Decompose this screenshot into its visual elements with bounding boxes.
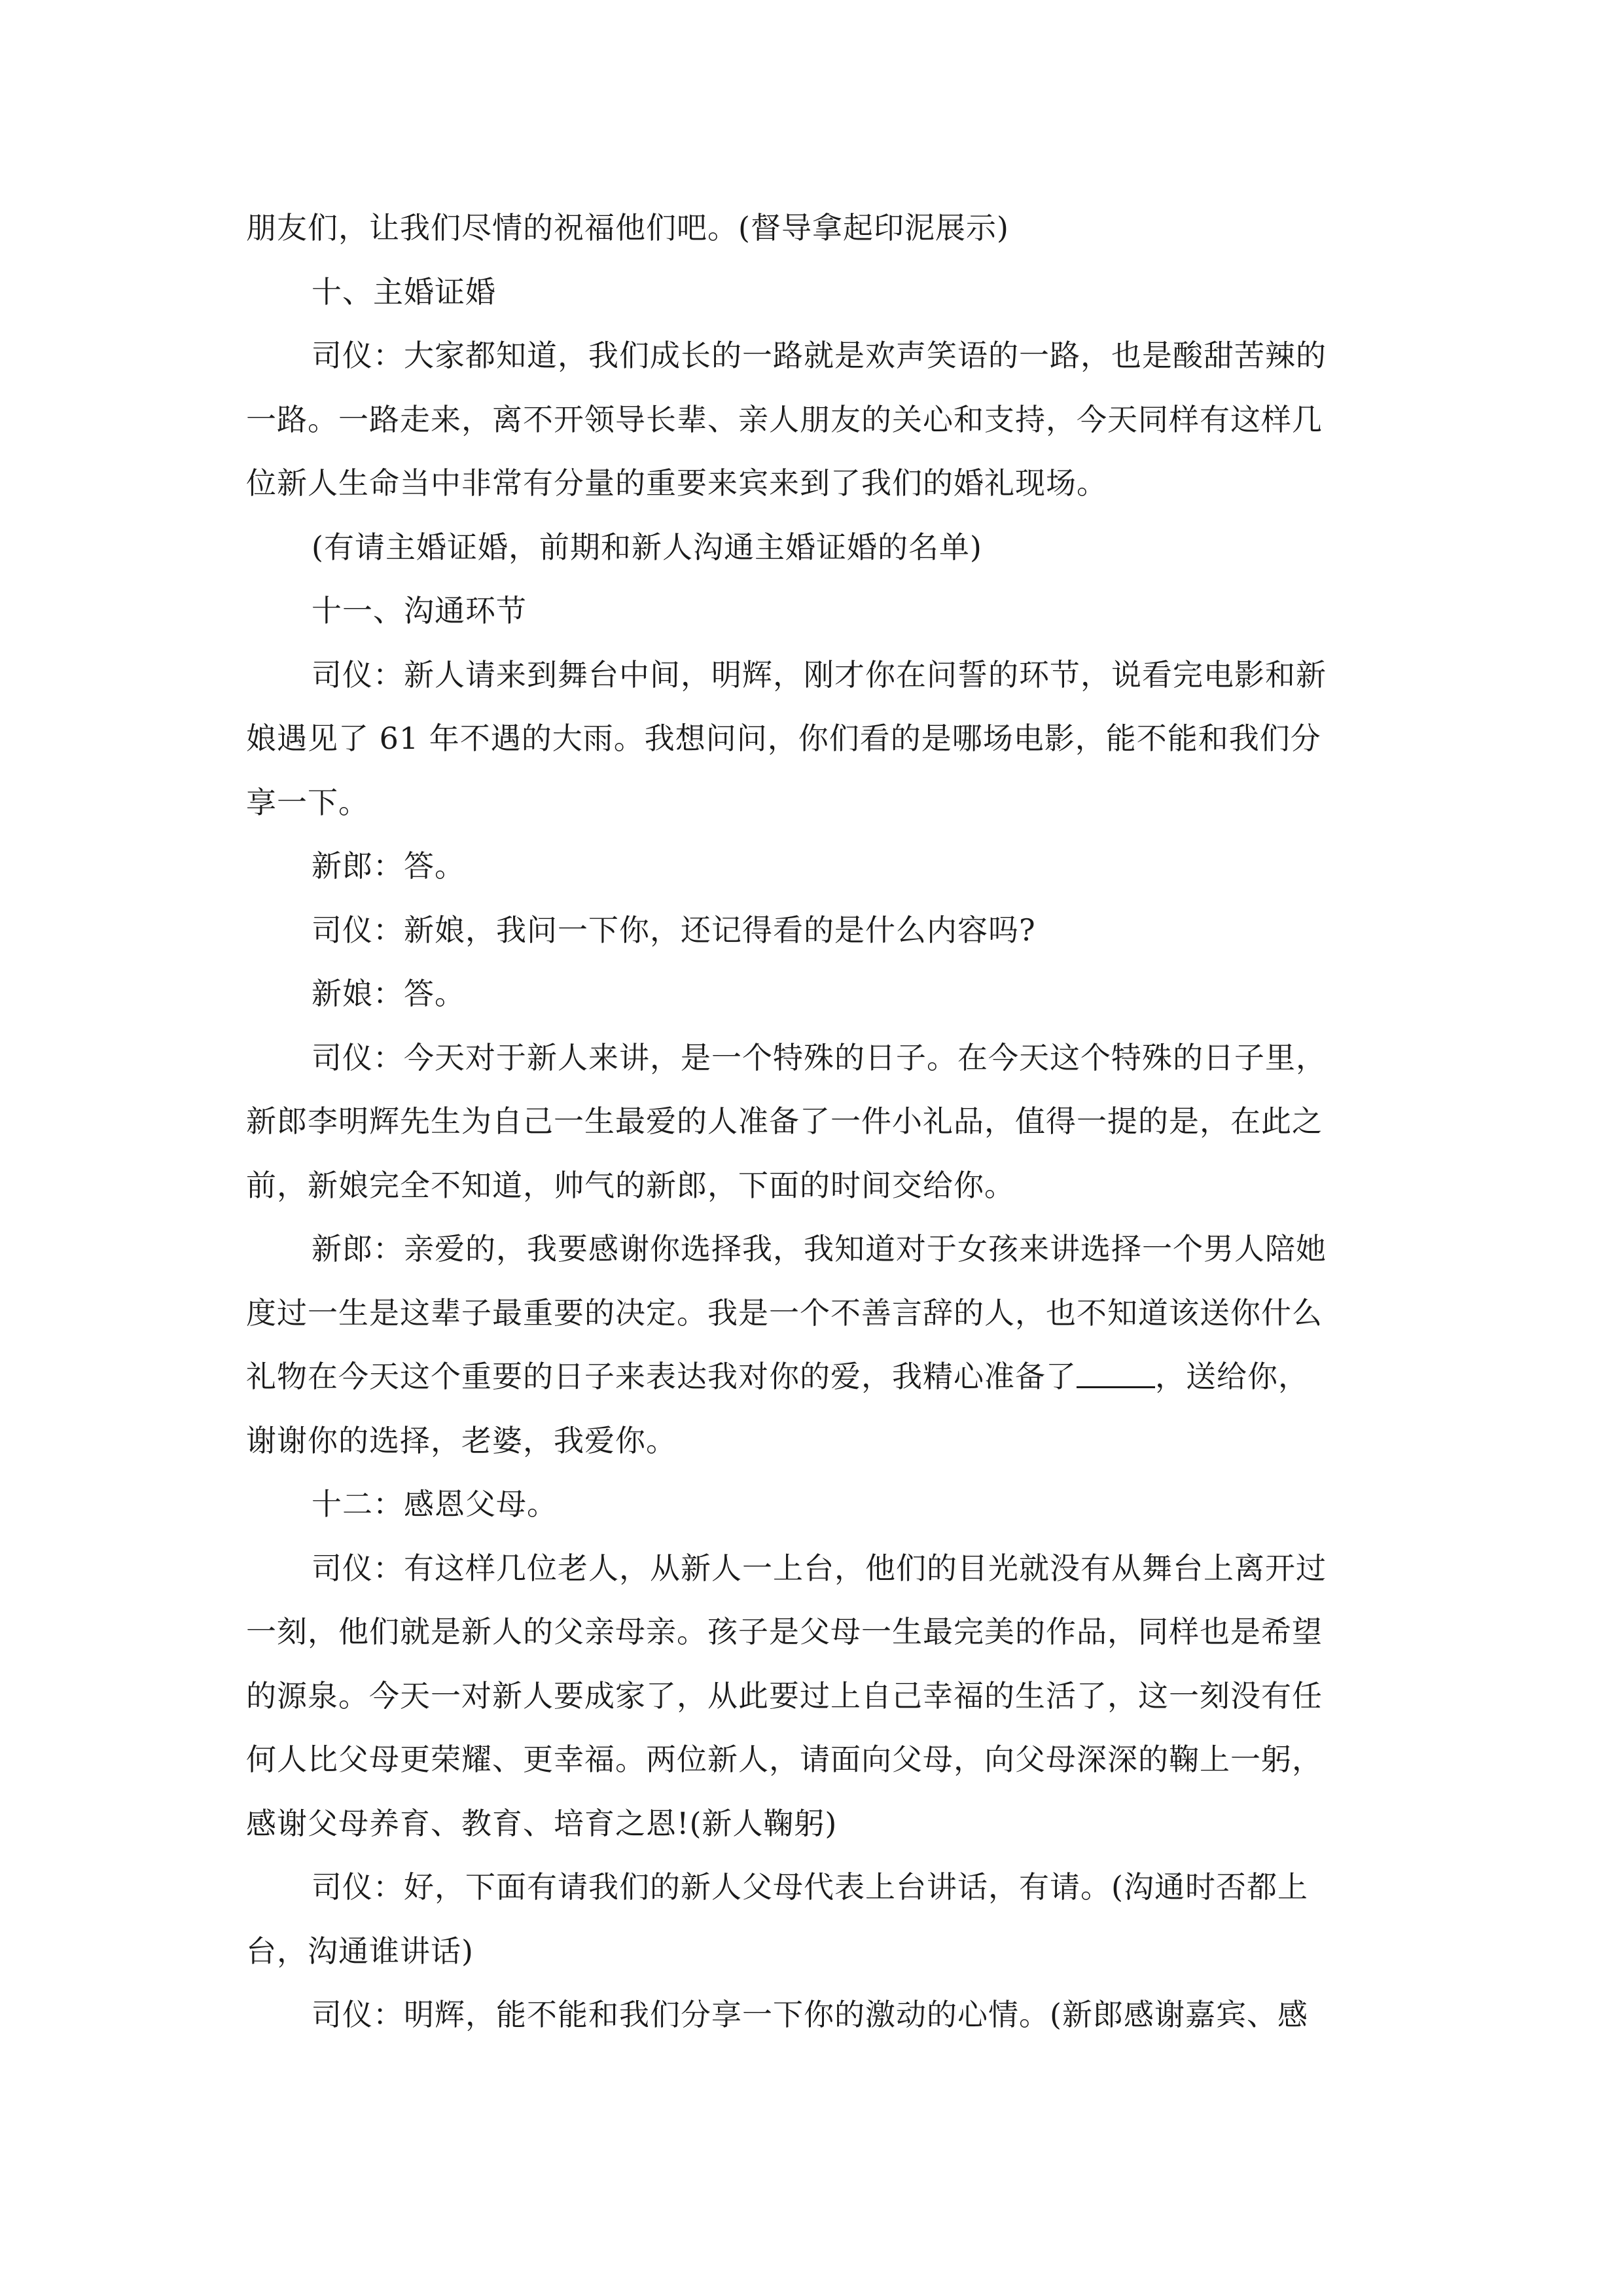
line-text: 台，沟通谁讲话): [246, 1933, 474, 1969]
line-text: 十一、沟通环节: [312, 593, 527, 628]
text-line: [246, 579, 1385, 643]
fill-in-blank: [1077, 1357, 1155, 1388]
line-text: 新郎：答。: [312, 848, 465, 884]
text-line: [246, 388, 1385, 452]
line-text: 司仪：新人请来到舞台中间，明辉，刚才你在问誓的环节，说看完电影和新: [312, 656, 1327, 692]
line-text: 的源泉。今天一对新人要成家了，从此要过上自己幸福的生活了，这一刻没有任: [246, 1677, 1323, 1713]
text-line: [246, 1600, 1385, 1664]
text-line: [246, 1026, 1385, 1090]
line-text-after-blank: ，送给你，: [1155, 1359, 1309, 1394]
text-line: [246, 771, 1385, 835]
line-text: 十二：感恩父母。: [312, 1486, 558, 1522]
line-text: 一刻，他们就是新人的父亲母亲。孩子是父母一生最完美的作品，同样也是希望: [246, 1614, 1323, 1649]
line-text: 一路。一路走来，离不开领导长辈、亲人朋友的关心和支持，今天同样有这样几: [246, 401, 1323, 437]
line-text: 十、主婚证婚: [312, 274, 496, 310]
line-text: 司仪：新娘，我问一下你，还记得看的是什么内容吗?: [312, 912, 1036, 948]
text-line: [246, 1090, 1385, 1154]
text-line: [246, 1409, 1385, 1473]
line-text: 朋友们，让我们尽情的祝福他们吧。(督导拿起印泥展示): [246, 210, 1009, 245]
text-line: [246, 1920, 1385, 1984]
line-text: 娘遇见了 61 年不遇的大雨。我想问问，你们看的是哪场电影，能不能和我们分: [246, 721, 1321, 756]
line-text: 享一下。: [246, 784, 369, 820]
text-line: [246, 899, 1385, 963]
text-line: [246, 1728, 1385, 1792]
text-line: [246, 1154, 1385, 1218]
text-line: [246, 707, 1385, 771]
text-line: [246, 962, 1385, 1026]
line-text: 何人比父母更荣耀、更幸福。两位新人，请面向父母，向父母深深的鞠上一躬，: [246, 1742, 1323, 1777]
line-text: 新娘：答。: [312, 976, 465, 1011]
line-text: 新郎李明辉先生为自己一生最爱的人准备了一件小礼品，值得一提的是，在此之: [246, 1103, 1323, 1139]
line-text: 位新人生命当中非常有分量的重要来宾来到了我们的婚礼现场。: [246, 465, 1107, 501]
text-line: [246, 1856, 1385, 1920]
document-page: [246, 196, 1385, 2047]
text-line: [246, 1537, 1385, 1601]
text-line: [246, 1217, 1385, 1282]
line-text: 前，新娘完全不知道，帅气的新郎，下面的时间交给你。: [246, 1167, 1015, 1203]
line-text: 司仪：好，下面有请我们的新人父母代表上台讲话，有请。(沟通时否都上: [312, 1869, 1308, 1905]
line-text: 司仪：有这样几位老人，从新人一上台，他们的目光就没有从舞台上离开过: [312, 1550, 1327, 1586]
text-line: [246, 1792, 1385, 1856]
line-text: 度过一生是这辈子最重要的决定。我是一个不善言辞的人，也不知道该送你什么: [246, 1295, 1323, 1331]
line-text: 感谢父母养育、教育、培育之恩!(新人鞠躬): [246, 1805, 838, 1841]
text-line: [246, 1983, 1385, 2047]
line-text: (有请主婚证婚，前期和新人沟通主婚证婚的名单): [312, 529, 982, 565]
line-text: 司仪：今天对于新人来讲，是一个特殊的日子。在今天这个特殊的日子里，: [312, 1039, 1327, 1075]
text-line: [246, 260, 1385, 325]
text-line: [246, 196, 1385, 260]
text-line: [246, 834, 1385, 899]
line-text: 谢谢你的选择，老婆，我爱你。: [246, 1422, 677, 1458]
text-line: [246, 1345, 1385, 1409]
line-text: 新郎：亲爱的，我要感谢你选择我，我知道对于女孩来讲选择一个男人陪她: [312, 1231, 1327, 1266]
line-text: 司仪：明辉，能不能和我们分享一下你的激动的心情。(新郎感谢嘉宾、感: [312, 1997, 1308, 2032]
text-line: [246, 1473, 1385, 1537]
text-line: [246, 1282, 1385, 1346]
text-line: [246, 452, 1385, 516]
text-line: [246, 324, 1385, 388]
text-line: [246, 1664, 1385, 1729]
text-line: [246, 516, 1385, 580]
line-text: 司仪：大家都知道，我们成长的一路就是欢声笑语的一路，也是酸甜苦辣的: [312, 338, 1327, 373]
line-text: 礼物在今天这个重要的日子来表达我对你的爱，我精心准备了: [246, 1359, 1077, 1394]
text-line: [246, 643, 1385, 708]
